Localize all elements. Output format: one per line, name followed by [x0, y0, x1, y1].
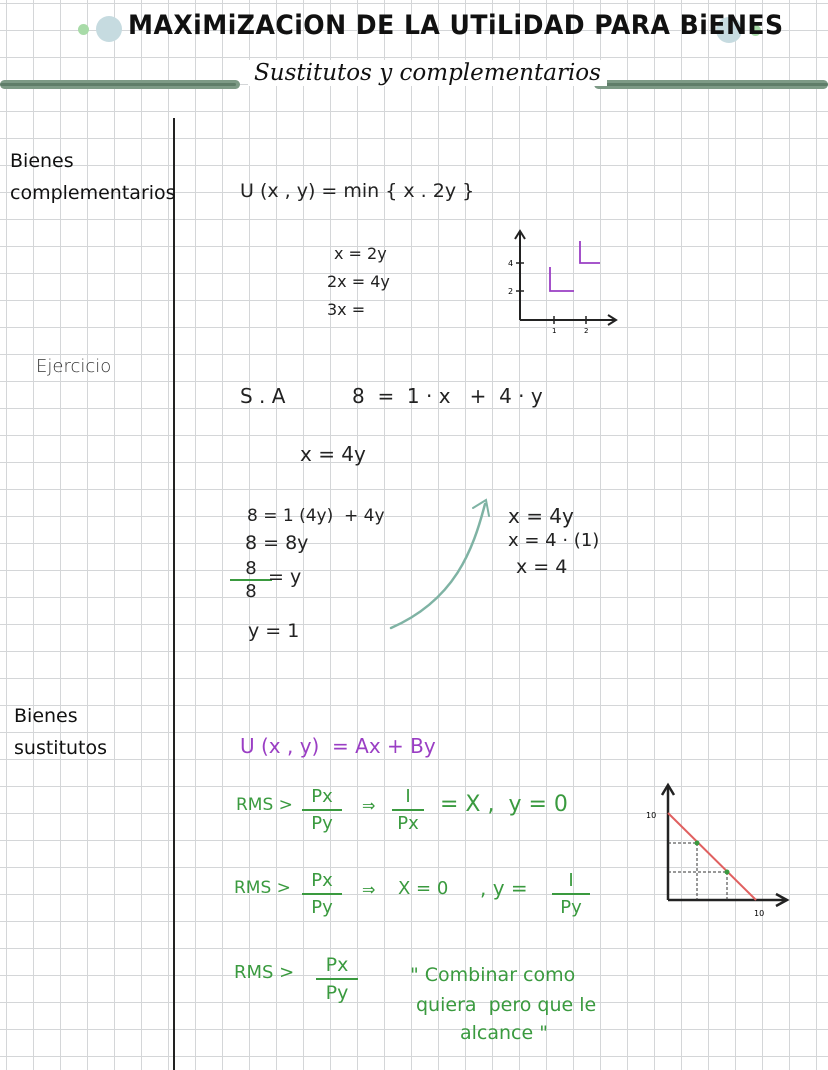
x-equals-4y: x = 4y [300, 442, 366, 466]
equation-line: x = 2y [334, 244, 387, 263]
section-label-ejercicio: Ejercicio [36, 356, 112, 377]
margin-divider [173, 118, 175, 1070]
sa-label: S . A [240, 384, 286, 408]
fraction-denominator: Py [311, 812, 333, 834]
section-label-line: Bienes [14, 705, 78, 727]
implies-arrow: ⇒ [362, 796, 376, 815]
solve-result-y: y = 1 [248, 620, 300, 642]
solve-step: 8 = 1 (4y) + 4y [247, 506, 385, 526]
graph-x-tick-label: 1 [552, 327, 557, 335]
decor-dot-large-left [96, 16, 122, 42]
page-title: MAXiMiZACiON DE LA UTiLiDAD PARA BiENES [128, 10, 784, 41]
rms-label: RMS > [234, 962, 295, 983]
fraction-denominator: 8 [245, 580, 257, 602]
corner-solution-fraction [552, 870, 590, 918]
section-label-line: complementarios [10, 182, 176, 204]
fraction-denominator: Px [397, 812, 419, 834]
indifference-curve-low [550, 267, 574, 291]
rms-label: RMS > [234, 878, 291, 898]
fraction-bar [316, 978, 358, 980]
corner-solution-x: X = 0 [398, 878, 449, 899]
substitution-step: x = 4y [508, 504, 574, 528]
equation-line: 3x = [327, 300, 366, 319]
budget-line [668, 813, 756, 900]
fraction-denominator: Py [560, 896, 582, 918]
section-label-line: sustitutos [14, 737, 108, 759]
substitution-step: x = 4 · (1) [508, 530, 600, 551]
substitution-result-x: x = 4 [516, 556, 568, 578]
fraction-bar [302, 893, 342, 895]
graph-x-tick-label: 10 [754, 909, 765, 918]
rms-label: RMS > [236, 795, 293, 815]
substitute-budget-graph [640, 775, 800, 925]
fraction-denominator: Py [311, 896, 333, 918]
fraction-bar [552, 893, 590, 895]
quote-line: " Combinar como [410, 964, 576, 986]
fraction-numerator: Px [311, 786, 333, 807]
section-label-line: Bienes [10, 150, 74, 172]
subtitle-highlight-left-inner [0, 83, 236, 86]
section-label-complementarios [10, 145, 176, 209]
fraction-numerator: 8 [245, 558, 257, 579]
corner-solution-fraction [392, 786, 424, 834]
substitution-arrow [385, 490, 495, 640]
price-ratio-fraction [316, 954, 358, 1004]
graph-y-tick-label: 4 [508, 259, 514, 268]
quote-line: quiera pero que le [416, 994, 597, 1016]
solve-step-fraction [240, 558, 262, 602]
complementary-indifference-graph [500, 225, 630, 335]
corner-solution-y: , y = [480, 876, 528, 900]
fraction-bar [392, 809, 424, 811]
price-ratio-fraction [302, 786, 342, 834]
complementary-utility-function: U (x , y) = min { x . 2y } [240, 180, 475, 202]
price-ratio-fraction [302, 870, 342, 918]
fraction-numerator: Px [311, 870, 333, 891]
section-label-sustitutos [14, 700, 107, 764]
solve-step: 8 = 8y [245, 532, 309, 554]
subtitle-highlight-right-inner [598, 83, 828, 86]
graph-y-tick-label: 2 [508, 287, 514, 296]
indifference-curve-high [580, 241, 600, 263]
fraction-numerator: I [405, 786, 411, 807]
substitute-utility-function: U (x , y) = Ax + By [240, 734, 436, 758]
corner-solution-result: = X , y = 0 [440, 792, 568, 817]
implies-arrow: ⇒ [362, 880, 376, 899]
page-subtitle: Sustitutos y complementarios [248, 60, 607, 86]
budget-constraint: 8 = 1 · x + 4 · y [352, 384, 543, 408]
budget-point [695, 841, 700, 846]
fraction-bar [302, 809, 342, 811]
fraction-numerator: I [568, 870, 574, 891]
fraction-numerator: Px [325, 954, 349, 976]
graph-x-tick-label: 2 [584, 327, 589, 335]
decor-dot-small-left [78, 24, 89, 35]
fraction-denominator: Py [325, 981, 349, 1004]
graph-y-tick-label: 10 [646, 811, 657, 820]
budget-point [725, 870, 730, 875]
equation-line: 2x = 4y [327, 272, 390, 291]
quote-line: alcance " [460, 1022, 548, 1044]
solve-step: = y [268, 566, 302, 588]
